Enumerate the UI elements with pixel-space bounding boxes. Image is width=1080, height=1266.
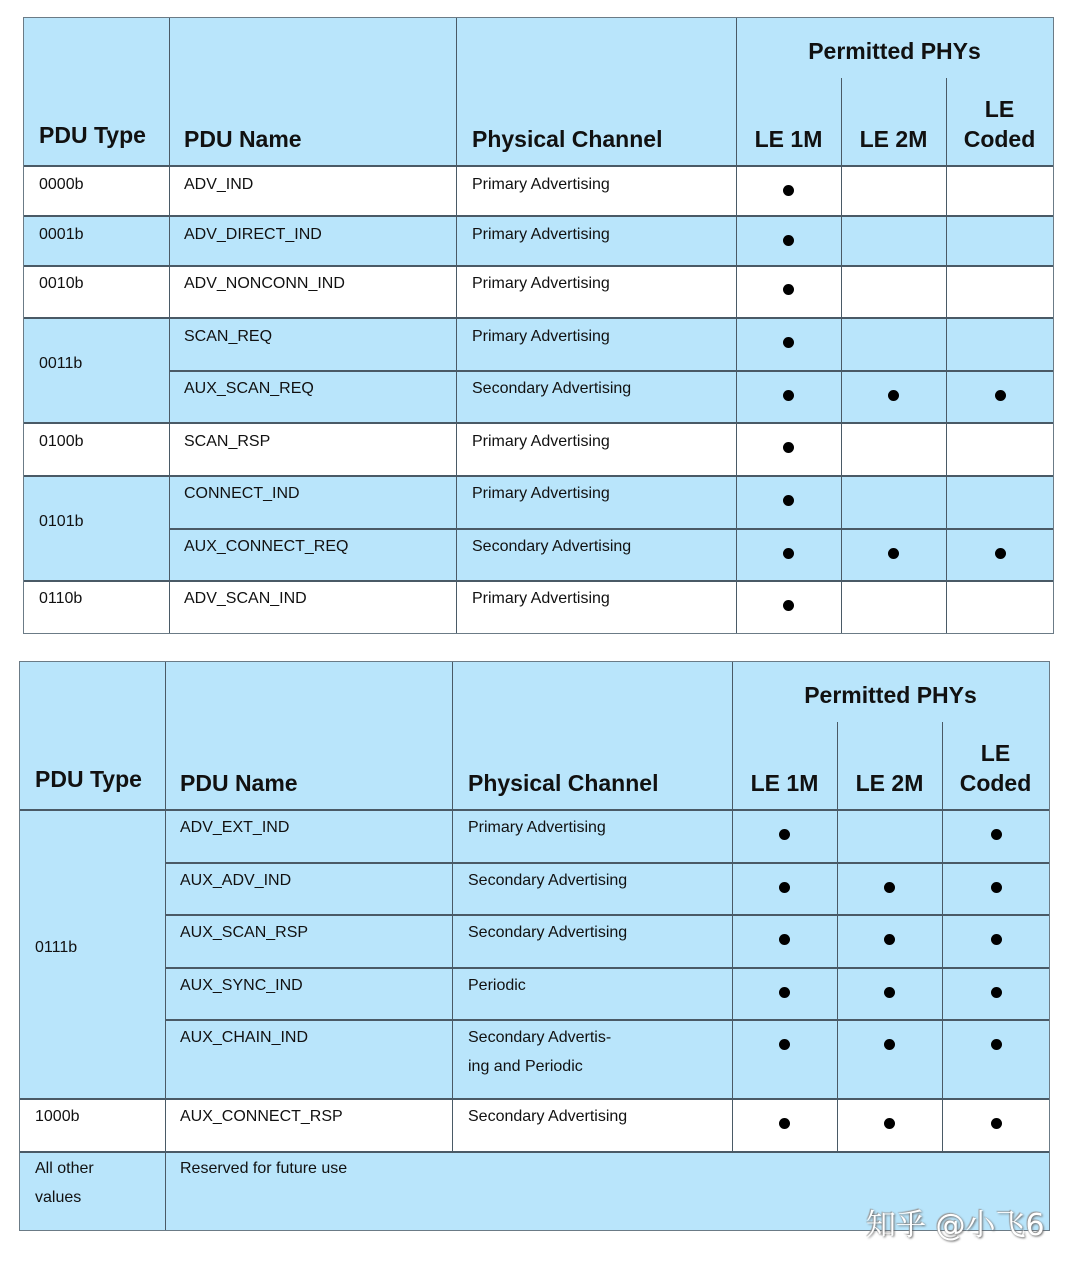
header-pdu-name: PDU Name: [180, 770, 298, 796]
bullet-icon: [888, 390, 899, 401]
divider: [165, 1019, 1049, 1021]
header-permitted-phys: Permitted PHYs: [804, 682, 977, 708]
divider: [20, 809, 1049, 811]
divider: [165, 662, 166, 1230]
bullet-icon: [991, 882, 1002, 893]
bullet-icon: [779, 1039, 790, 1050]
channel-cell: Primary Advertising: [472, 328, 610, 345]
pdu-type-cell: 0110b: [39, 590, 83, 607]
header-le-1m: LE 1M: [754, 126, 823, 152]
header-pdu-type: PDU Type: [39, 122, 146, 148]
bullet-icon: [991, 1118, 1002, 1129]
bullet-icon: [884, 1039, 895, 1050]
bullet-icon: [783, 600, 794, 611]
divider: [24, 475, 1053, 477]
bullet-icon: [884, 882, 895, 893]
pdu-table-legacy: [23, 17, 1054, 634]
channel-cell: Secondary Advertising: [468, 924, 628, 941]
bullet-icon: [783, 495, 794, 506]
header-le-1m: LE 1M: [750, 770, 819, 796]
divider: [732, 662, 733, 1151]
divider: [20, 1151, 1049, 1153]
pdu-type-cell: 1000b: [35, 1108, 80, 1125]
bullet-icon: [995, 548, 1006, 559]
pdu-name-cell: AUX_SCAN_REQ: [184, 380, 314, 397]
reserved-type-cell: All other: [35, 1160, 94, 1177]
channel-cell: Primary Advertising: [468, 819, 606, 836]
bullet-icon: [779, 829, 790, 840]
divider: [24, 215, 1053, 217]
divider: [24, 422, 1053, 424]
divider: [841, 78, 842, 633]
divider: [165, 862, 1049, 864]
pdu-name-cell: AUX_CONNECT_RSP: [180, 1108, 343, 1125]
bullet-icon: [783, 337, 794, 348]
channel-cell: Primary Advertising: [472, 226, 610, 243]
header-le-2m: LE 2M: [855, 770, 924, 796]
header-le-coded: Coded: [959, 770, 1032, 796]
bullet-icon: [783, 442, 794, 453]
bullet-icon: [991, 829, 1002, 840]
pdu-name-cell: AUX_CONNECT_REQ: [184, 538, 349, 555]
bullet-icon: [991, 1039, 1002, 1050]
divider: [20, 1098, 1049, 1100]
pdu-name-cell: ADV_SCAN_IND: [184, 590, 307, 607]
divider: [165, 967, 1049, 969]
divider: [24, 580, 1053, 582]
bullet-icon: [783, 548, 794, 559]
channel-cell: Primary Advertising: [472, 485, 610, 502]
pdu-type-cell: 0100b: [39, 433, 84, 450]
channel-cell: Secondary Advertising: [468, 1108, 628, 1125]
pdu-name-cell: AUX_CHAIN_IND: [180, 1029, 309, 1046]
bullet-icon: [884, 1118, 895, 1129]
bullet-icon: [783, 235, 794, 246]
bullet-icon: [884, 934, 895, 945]
reserved-type-cell: values: [35, 1189, 82, 1206]
header-le-coded: LE: [980, 740, 1011, 766]
row-bg: [20, 810, 1049, 1099]
pdu-name-cell: ADV_EXT_IND: [180, 819, 290, 836]
bullet-icon: [783, 390, 794, 401]
pdu-type-cell: 0111b: [35, 939, 78, 956]
bullet-icon: [991, 987, 1002, 998]
divider: [169, 18, 170, 633]
bullet-icon: [783, 185, 794, 196]
channel-cell: Secondary Advertising: [472, 380, 632, 397]
pdu-type-cell: 0011b: [39, 355, 83, 372]
channel-cell: Secondary Advertising: [468, 872, 628, 889]
pdu-name-cell: CONNECT_IND: [184, 485, 300, 502]
watermark: 知乎 @小飞6: [866, 1208, 1045, 1243]
divider: [169, 370, 1053, 372]
pdu-name-cell: SCAN_RSP: [184, 433, 271, 450]
header-pdu-name: PDU Name: [184, 126, 302, 152]
bullet-icon: [995, 390, 1006, 401]
divider: [24, 165, 1053, 167]
divider: [165, 914, 1049, 916]
pdu-name-cell: ADV_NONCONN_IND: [184, 275, 345, 292]
divider: [456, 18, 457, 633]
channel-cell: ing and Periodic: [468, 1058, 583, 1075]
bullet-icon: [779, 934, 790, 945]
bullet-icon: [779, 987, 790, 998]
bullet-icon: [888, 548, 899, 559]
channel-cell: Primary Advertising: [472, 275, 610, 292]
pdu-name-cell: ADV_IND: [184, 176, 254, 193]
pdu-name-cell: AUX_SCAN_RSP: [180, 924, 309, 941]
header-le-coded: LE: [984, 96, 1015, 122]
header-physical-channel: Physical Channel: [472, 126, 663, 152]
divider: [169, 528, 1053, 530]
pdu-name-cell: SCAN_REQ: [184, 328, 273, 345]
channel-cell: Periodic: [468, 977, 526, 994]
pdu-type-cell: 0010b: [39, 275, 84, 292]
pdu-table-extended: [19, 661, 1050, 1231]
channel-cell: Primary Advertising: [472, 590, 610, 607]
header-pdu-type: PDU Type: [35, 766, 142, 792]
divider: [946, 78, 947, 633]
bullet-icon: [779, 1118, 790, 1129]
header-le-2m: LE 2M: [859, 126, 928, 152]
pdu-type-cell: 0101b: [39, 513, 84, 530]
pdu-type-cell: 0001b: [39, 226, 84, 243]
bullet-icon: [884, 987, 895, 998]
divider: [24, 317, 1053, 319]
header-permitted-phys: Permitted PHYs: [808, 38, 981, 64]
bullet-icon: [783, 284, 794, 295]
pdu-name-cell: ADV_DIRECT_IND: [184, 226, 322, 243]
divider: [736, 18, 737, 633]
pdu-name-cell: AUX_ADV_IND: [180, 872, 292, 889]
header-le-coded: Coded: [963, 126, 1036, 152]
channel-cell: Secondary Advertis-: [468, 1029, 612, 1046]
pdu-type-cell: 0000b: [39, 176, 84, 193]
channel-cell: Primary Advertising: [472, 176, 610, 193]
reserved-text: Reserved for future use: [180, 1160, 348, 1177]
channel-cell: Primary Advertising: [472, 433, 610, 450]
divider: [452, 662, 453, 1151]
bullet-icon: [991, 934, 1002, 945]
channel-cell: Secondary Advertising: [472, 538, 632, 555]
header-physical-channel: Physical Channel: [468, 770, 659, 796]
bullet-icon: [779, 882, 790, 893]
divider: [24, 265, 1053, 267]
pdu-name-cell: AUX_SYNC_IND: [180, 977, 303, 994]
